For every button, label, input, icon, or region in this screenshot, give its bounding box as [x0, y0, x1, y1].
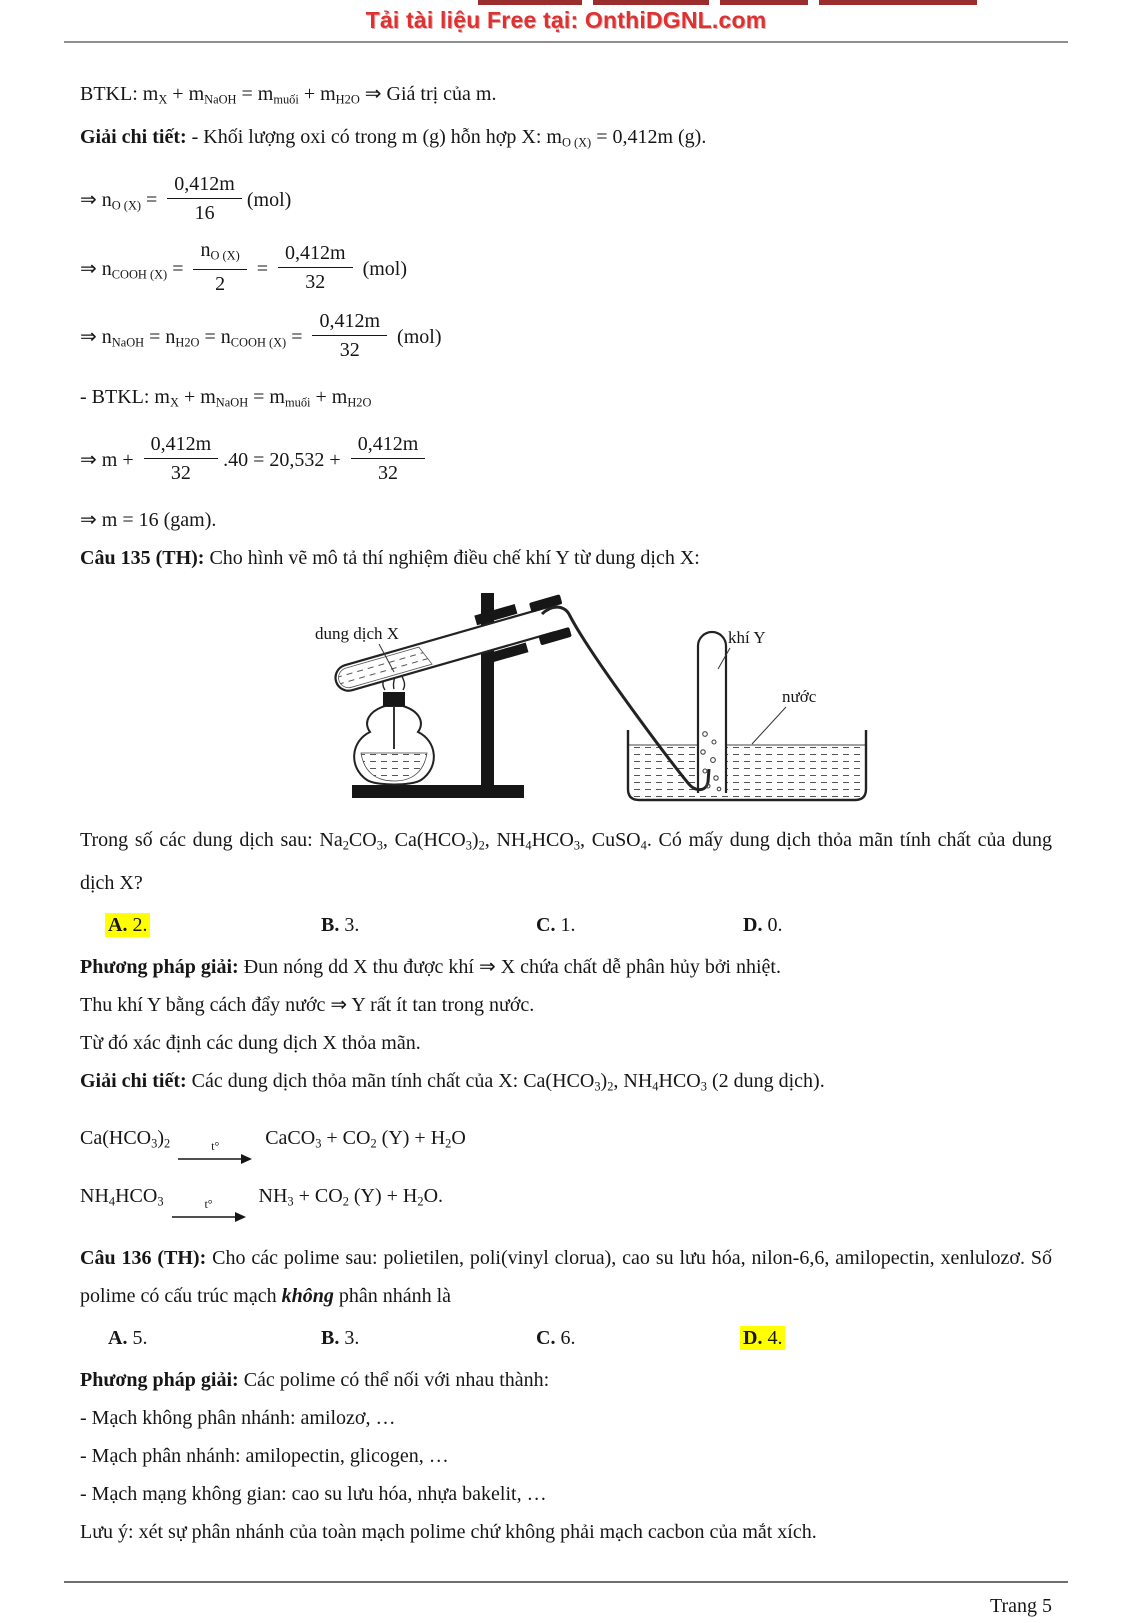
fraction [351, 432, 426, 485]
text-run: , NH [613, 1070, 653, 1093]
subscript: 3 [315, 1136, 322, 1151]
text-run: 0,412m [357, 432, 419, 455]
question-135-heading [80, 539, 1052, 577]
footer-divider [64, 1581, 1068, 1583]
text-run: Phương pháp giải: [80, 956, 244, 979]
text-run: NH [80, 1184, 109, 1207]
method-line-136 [80, 1361, 1052, 1399]
fraction [144, 432, 219, 485]
diagram-label-gas: khí Y [728, 627, 766, 647]
text-run: = 0,412m (g). [591, 126, 707, 149]
list-item-3 [80, 1475, 1052, 1513]
text-run: Cho các polime sau: polietilen, poli(vinyl clorua), cao su lưu hóa, nilon-6,6, amilopectin, xenlulozơ. Số polime có cấu trúc mạch [80, 1246, 1052, 1307]
method-line-1 [80, 948, 1052, 986]
note-line [80, 1513, 1052, 1551]
text-run: = [167, 257, 189, 280]
list-item-1 [80, 1399, 1052, 1437]
solution-detail-135 [80, 1062, 1052, 1105]
text-run: 0,412m [285, 241, 346, 264]
fraction [312, 309, 387, 362]
text-run: = m [236, 83, 274, 105]
fraction [167, 172, 242, 225]
subscript: O (X) [111, 198, 142, 213]
question-135-answers [80, 905, 1052, 945]
text-run: + m [167, 83, 205, 105]
option-135-C: C. 1. [536, 914, 576, 937]
cut-off-text-strip [478, 0, 977, 5]
reaction-tube [329, 591, 573, 705]
text-run: Cho hình vẽ mô tả thí nghiệm điều chế khí Y từ dung dịch X: [209, 546, 700, 569]
experiment-figure [282, 583, 872, 813]
subscript: COOH (X) [230, 335, 287, 350]
text-run: 0,412m [174, 172, 235, 195]
text-run: Giải chi tiết: [80, 1070, 192, 1093]
subscript: 2 [342, 1194, 349, 1209]
subscript: 3 [700, 1079, 707, 1094]
text-run: n [200, 238, 211, 261]
subscript: 2 [607, 1079, 614, 1094]
text-run: Thu khí Y bằng cách đẩy nước ⇒ Y rất ít tan trong nước. [80, 994, 535, 1017]
text-run: HCO [531, 828, 574, 851]
formula-n-naoh [80, 312, 1052, 365]
subscript: 3 [573, 838, 581, 853]
subscript: muối [273, 92, 299, 107]
text-run: - Khối lượng oxi có trong m (g) hỗn hợp X: m [191, 126, 562, 149]
text-run: Từ đó xác định các dung dịch X thỏa mãn. [80, 1032, 421, 1055]
text-run: Các dung dịch thỏa mãn tính chất của X: Ca(HCO [191, 1070, 595, 1093]
solution-detail-line [80, 118, 1052, 161]
text-run: Giải chi tiết: [80, 126, 192, 149]
fraction [278, 241, 353, 294]
cut-text-fragment [819, 0, 977, 5]
text-run: (Y) + H [348, 1184, 418, 1207]
text-run: ) [600, 1070, 608, 1093]
list-item-2 [80, 1437, 1052, 1475]
text-run: (2 dung dịch). [706, 1070, 825, 1093]
text-run: 16 [194, 201, 215, 224]
reaction-arrow: t° [171, 1199, 247, 1222]
text-run: = m [248, 386, 285, 409]
formula-mass-balance [80, 432, 1052, 488]
subscript: 3 [465, 838, 472, 853]
text-run: Ca(HCO [80, 1126, 152, 1149]
subscript: muối [285, 395, 311, 410]
subscript: 4 [652, 1079, 659, 1094]
text-run: 2 [215, 273, 226, 296]
text-run: + CO [293, 1184, 343, 1207]
text-run: CaCO [260, 1126, 316, 1149]
text-run: ⇒ n [80, 189, 112, 212]
subscript: NaOH [111, 335, 145, 350]
text-run: Trong số các dung dịch sau: Na [80, 828, 343, 851]
text-run: 32 [170, 461, 191, 484]
subscript: H2O [335, 92, 360, 107]
question-135-stem [80, 821, 1052, 902]
question-136-answers [80, 1318, 1052, 1358]
text-run: 32 [305, 270, 326, 293]
text-run: ⇒ n [80, 257, 112, 280]
subscript: H2O [175, 335, 200, 350]
text-run: , NH [484, 828, 526, 851]
text-run: BTKL: m [80, 83, 159, 105]
subscript: 4 [525, 838, 532, 853]
text-run: + CO [321, 1126, 371, 1149]
text-run: - Mạch không phân nhánh: amilozơ, … [80, 1406, 396, 1429]
formula-n-oxygen [80, 172, 1052, 228]
promo-link[interactable]: Tải tài liệu Free tại: OnthiDGNL.com [365, 7, 767, 33]
text-run: ⇒ Giá trị của m. [359, 83, 497, 105]
diagram-label-solution: dung dịch X [315, 623, 400, 643]
text-run: - BTKL: m [80, 386, 170, 409]
reaction-arrow: t° [177, 1141, 253, 1164]
text-run: HCO [115, 1184, 158, 1207]
text-run: (Y) + H [376, 1126, 446, 1149]
option-136-C: C. 6. [536, 1326, 576, 1349]
method-line-3 [80, 1024, 1052, 1062]
text-run: Câu 136 (TH): [80, 1246, 213, 1269]
text-run: = [141, 189, 163, 212]
fraction [193, 238, 246, 296]
text-run: + m [298, 83, 336, 105]
text-run: phân nhánh là [333, 1284, 452, 1307]
subscript: 2 [445, 1136, 452, 1151]
diagram-label-water: nước [782, 686, 817, 706]
text-run: CO [348, 828, 377, 851]
subscript: 3 [376, 838, 383, 853]
option-135-B: B. 3. [321, 914, 360, 937]
text-run: Phương pháp giải: [80, 1368, 244, 1391]
reaction-equation-2 [80, 1181, 1052, 1222]
text-run: (mol) [392, 326, 442, 349]
text-run: ⇒ m + [80, 448, 139, 471]
cut-text-fragment [593, 0, 709, 5]
subscript: 2 [342, 838, 349, 853]
subscript: 3 [151, 1136, 158, 1151]
result-line [80, 501, 1052, 539]
subscript: NaOH [204, 92, 237, 107]
option-136-A: A. 5. [108, 1326, 148, 1349]
text-run: - Mạch mạng không gian: cao su lưu hóa, nhựa bakelit, … [80, 1482, 547, 1505]
option-135-D: D. 0. [743, 914, 783, 937]
text-run: ) [157, 1126, 164, 1149]
text-run: không [281, 1284, 334, 1307]
page-number: Trang 5 [989, 1594, 1052, 1617]
text-run: NH [253, 1184, 288, 1207]
cut-text-fragment [720, 0, 808, 5]
text-run: 32 [378, 461, 398, 484]
text-run: Đun nóng dd X thu được khí ⇒ X chứa chất dễ phân hủy bởi nhiệt. [243, 956, 781, 979]
option-136-D: D. 4. [740, 1326, 785, 1350]
subscript: O (X) [210, 248, 240, 263]
option-136-B: B. 3. [321, 1326, 360, 1349]
question-136-heading [80, 1239, 1052, 1315]
text-run: HCO [658, 1070, 701, 1093]
text-run: = [251, 257, 273, 280]
text-run: Câu 135 (TH): [80, 546, 210, 569]
text-run: (mol) [246, 189, 292, 212]
subscript: 2 [370, 1136, 377, 1151]
stand-base [352, 785, 524, 798]
experiment-diagram [282, 583, 872, 813]
btkl-equation-line-2 [80, 378, 1052, 421]
subscript: O (X) [561, 135, 592, 150]
text-run: ) [471, 828, 479, 851]
text-run: + m [178, 386, 216, 409]
subscript: 3 [594, 1079, 601, 1094]
subscript: 3 [287, 1194, 294, 1209]
text-run: + m [310, 386, 348, 409]
cut-text-fragment [478, 0, 582, 5]
text-run: O [451, 1126, 466, 1149]
text-run: 32 [339, 339, 360, 362]
text-run: O. [423, 1184, 444, 1207]
subscript: 2 [163, 1136, 171, 1151]
subscript: 3 [157, 1194, 164, 1209]
text-run: ⇒ m = 16 (gam). [80, 508, 217, 531]
subscript: X [158, 92, 168, 107]
subscript: 4 [108, 1194, 116, 1209]
header-divider [64, 41, 1068, 43]
text-run: = [286, 326, 308, 349]
text-run: 0,412m [150, 432, 212, 455]
text-run: Các polime có thể nối với nhau thành: [243, 1368, 550, 1391]
text-run: . Có mấy dung dịch thỏa mãn tính chất của dung dịch X? [80, 828, 1053, 895]
text-run: 0,412m [319, 310, 381, 333]
subscript: 2 [417, 1194, 424, 1209]
subscript: 4 [640, 838, 647, 853]
reaction-equation-1 [80, 1123, 1052, 1164]
text-run: ⇒ n [80, 326, 112, 349]
text-run: (mol) [357, 257, 407, 280]
option-135-A: A. 2. [105, 913, 150, 937]
text-run: , CuSO [580, 828, 641, 851]
subscript: X [170, 395, 179, 410]
subscript: H2O [347, 395, 372, 410]
subscript: 2 [478, 838, 485, 853]
subscript: NaOH [215, 395, 249, 410]
text-run: = n [144, 326, 176, 349]
text-run: = n [199, 326, 231, 349]
text-run: , Ca(HCO [382, 828, 466, 851]
btkl-equation-line [80, 75, 1052, 118]
method-line-2 [80, 986, 1052, 1024]
text-run: - Mạch phân nhánh: amilopectin, glicogen, … [80, 1444, 449, 1467]
formula-n-cooh [80, 238, 1052, 299]
subscript: COOH (X) [111, 267, 168, 282]
text-run: Lưu ý: xét sự phân nhánh của toàn mạch polime chứ không phải mạch cacbon của mắt xích. [80, 1520, 817, 1543]
text-run: .40 = 20,532 + [223, 448, 346, 471]
